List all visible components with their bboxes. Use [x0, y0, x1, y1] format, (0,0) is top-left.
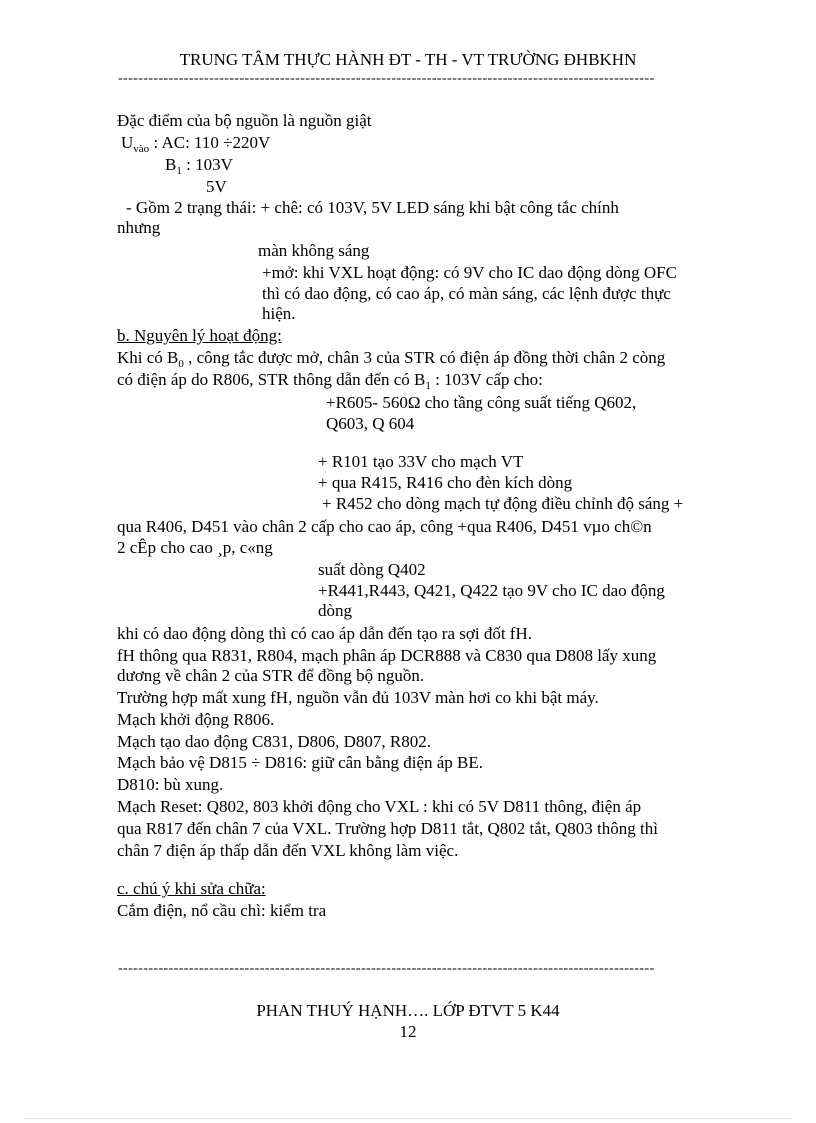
body-line: Mạch bảo vệ D815 ÷ D816: giữ cân bằng điện áp BE.: [117, 753, 484, 772]
body-line: + R452 cho dòng mạch tự động điều chỉnh độ sáng +: [322, 494, 684, 513]
body-line: Q603, Q 604: [326, 414, 415, 433]
body-line: $B_1$ : 103V: [165, 155, 233, 177]
footer-divider: ----------------------------------------------------------------------------------------------------------: [118, 961, 655, 976]
body-line: 2 cÊp cho cao ¸p, c«ng: [117, 538, 273, 557]
body-line: Đặc điểm của bộ nguồn là nguồn giật: [117, 111, 372, 130]
page-header-title: TRUNG TÂM THỰC HÀNH ĐT - TH - VT TRƯỜNG ĐHBKHN: [179, 50, 637, 69]
header-divider: ----------------------------------------------------------------------------------------------------------: [118, 71, 655, 86]
body-line: thì có dao động, có cao áp, có màn sáng, các lệnh được thực: [262, 284, 671, 303]
body-line: 5V: [206, 177, 227, 196]
body-line: có điện áp do R806, STR thông dẫn đến có $B_1$ : 103V cấp cho:: [117, 370, 543, 392]
section-heading-c: c. chú ý khi sửa chữa:: [117, 879, 266, 898]
body-line: Mạch tạo dao động C831, D806, D807, R802.: [117, 732, 432, 751]
body-line: Cắm điện, nổ cầu chì: kiểm tra: [117, 901, 327, 920]
body-line: Mạch Reset: Q802, 803 khởi động cho VXL : khi có 5V D811 thông, điện áp: [117, 797, 642, 816]
body-line: fH thông qua R831, R804, mạch phân áp DCR888 và C830 qua D808 lấy xung: [117, 646, 657, 665]
body-line: + qua R415, R416 cho đèn kích dòng: [318, 473, 573, 492]
body-line: khi có dao động dòng thì có cao áp dẫn đến tạo ra sợi đốt fH.: [117, 624, 532, 643]
page-edge-divider: [24, 1118, 792, 1119]
body-line: hiện.: [262, 304, 296, 323]
body-line: suất dòng Q402: [318, 560, 426, 579]
footer-author: PHAN THUÝ HẠNH…. LỚP ĐTVT 5 K44: [256, 1001, 560, 1020]
body-line: nhưng: [117, 218, 161, 237]
page-number: 12: [399, 1022, 417, 1041]
body-line: qua R406, D451 vào chân 2 cấp cho cao áp, công +qua R406, D451 vµo ch©n: [117, 517, 652, 536]
body-line: dương về chân 2 của STR để đồng bộ nguồn.: [117, 666, 425, 685]
body-line: +R441,R443, Q421, Q422 tạo 9V cho IC dao động: [318, 581, 665, 600]
body-line: + R101 tạo 33V cho mạch VT: [318, 452, 524, 471]
body-line: qua R817 đến chân 7 của VXL. Trường hợp D811 tắt, Q802 tắt, Q803 thông thì: [117, 819, 658, 838]
body-line: +R605- 560Ω cho tầng công suất tiếng Q602,: [326, 393, 637, 412]
section-heading-b: b. Nguyên lý hoạt động:: [117, 326, 282, 345]
body-line: Khi có $B_0$ , công tắc được mở, chân 3 của STR có điện áp đồng thời chân 2 còng: [117, 348, 666, 370]
body-line: màn không sáng: [258, 241, 370, 260]
body-line: - Gồm 2 trạng thái: + chê: có 103V, 5V LED sáng khi bật công tắc chính: [126, 198, 619, 217]
body-line: D810: bù xung.: [117, 775, 224, 794]
body-line: $U_{vào}$ : AC: 110 ÷220V: [121, 133, 271, 155]
body-line: Trường hợp mất xung fH, nguồn vẫn đủ 103V màn hơi co khi bật máy.: [117, 688, 599, 707]
body-line: +mở: khi VXL hoạt động: có 9V cho IC dao động dòng OFC: [262, 263, 677, 282]
body-line: chân 7 điện áp thấp dẫn đến VXL không làm việc.: [117, 841, 459, 860]
body-line: dòng: [318, 601, 352, 620]
body-line: Mạch khởi động R806.: [117, 710, 275, 729]
